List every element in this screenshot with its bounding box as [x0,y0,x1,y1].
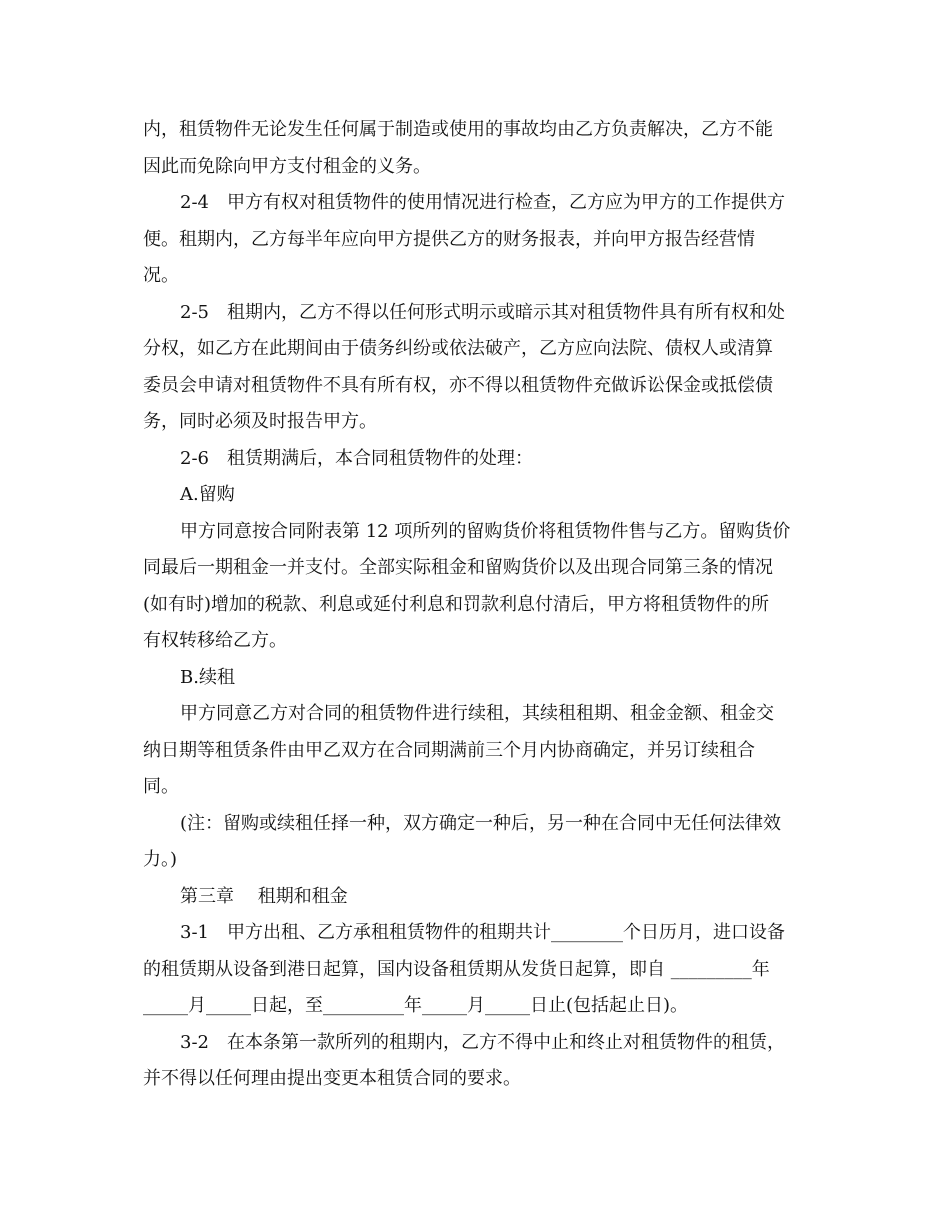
text-line: _____月_____日起，至_________年_____月_____日止(包括起止日)。 [143,995,689,1016]
note-paragraph: (注：留购或续租任择一种，双方确定一种后，另一种在合同中无任何法律效 [180,812,782,834]
text-line: 务，同时必须及时报告甲方。 [143,411,377,432]
option-a-paragraph: 甲方同意按合同附表第 12 项所列的留购货价将租赁物件售与乙方。留购货价 [180,520,791,542]
text-line: (如有时)增加的税款、利息或延付利息和罚款利息付清后，甲方将租赁物件的所 [143,593,770,615]
document-body [143,112,813,1098]
text-line: 有权转移给乙方。 [143,630,287,651]
text-line: 并不得以任何理由提出变更本租赁合同的要求。 [143,1068,521,1089]
option-a-heading: A.留购 [180,484,235,505]
text-line: 况。 [143,265,179,286]
clause-2-4: 2-4 甲方有权对租赁物件的使用情况进行检查，乙方应为甲方的工作提供方 [180,192,785,213]
text-line: 纳日期等租赁条件由甲乙双方在合同期满前三个月内协商确定，并另订续租合 [143,739,755,761]
chapter-3-heading: 第三章 租期和租金 [180,885,348,907]
clause-2-5: 2-5 租期内，乙方不得以任何形式明示或暗示其对租赁物件具有所有权和处 [180,301,785,323]
option-b-paragraph: 甲方同意乙方对合同的租赁物件进行续租，其续租租期、租金金额、租金交 [180,703,774,724]
option-b-heading: B.续租 [180,666,235,688]
text-line: 内，租赁物件无论发生任何属于制造或使用的事故均由乙方负责解决，乙方不能 [143,119,773,140]
text-line: 同。 [143,776,179,797]
text-line: 的租赁期从设备到港日起算，国内设备租赁期从发货日起算，即自 _________年 [143,958,770,980]
text-line: 分权，如乙方在此期间由于债务纠纷或依法破产，乙方应向法院、债权人或清算 [143,338,773,359]
clause-2-6: 2-6 租赁期满后，本合同租赁物件的处理： [180,447,533,469]
clause-3-2: 3-2 在本条第一款所列的租期内，乙方不得中止和终止对租赁物件的租赁， [180,1031,785,1053]
text-line: 便。租期内，乙方每半年应向甲方提供乙方的财务报表，并向甲方报告经营情 [143,228,755,250]
text-line: 委员会申请对租赁物件不具有所有权，亦不得以租赁物件充做诉讼保金或抵偿债 [143,374,773,396]
text-line: 因此而免除向甲方支付租金的义务。 [143,155,431,177]
text-line: 同最后一期租金一并支付。全部实际租金和留购货价以及出现合同第三条的情况 [143,557,773,578]
text-line: 力。) [143,849,178,870]
clause-3-1: 3-1 甲方出租、乙方承租租赁物件的租期共计________个日历月，进口设备 [180,922,785,943]
